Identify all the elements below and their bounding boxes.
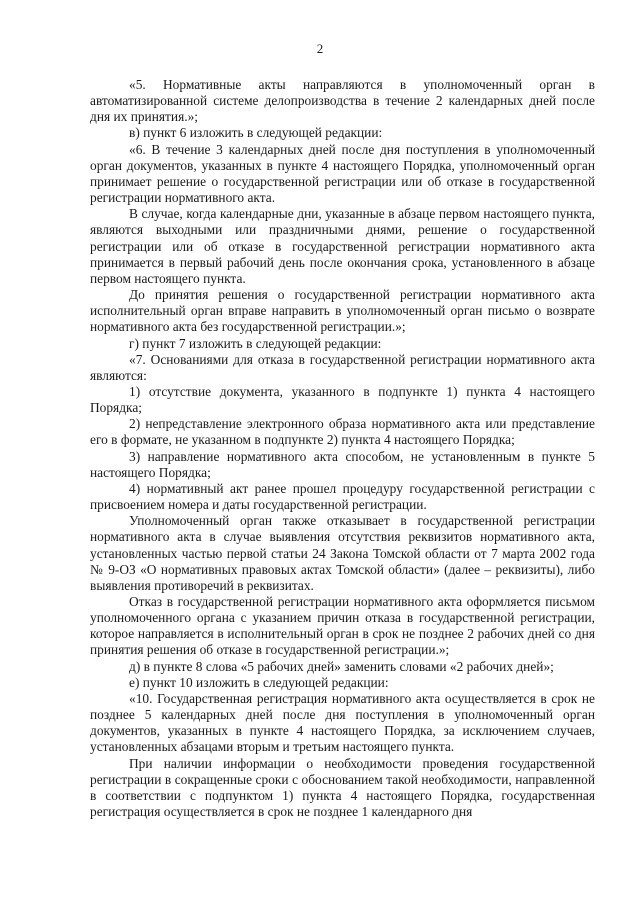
paragraph: «7. Основаниями для отказа в государственной регистрации нормативного акта являются: (90, 351, 595, 383)
document-body (90, 77, 595, 820)
paragraph: «10. Государственная регистрация нормативного акта осуществляется в срок не позднее 5 календарных дней после дня поступления в уполномоченный орган документов, указанных в пункте 4 настоящего Порядка, за исключением случаев, установленных абзацами вторым и третьим настоящего пункта. (90, 690, 595, 755)
paragraph: До принятия решения о государственной регистрации нормативного акта исполнительный орган вправе направить в уполномоченный орган письмо о возврате нормативного акта без государственной регистрации.»; (90, 287, 595, 335)
paragraph: Уполномоченный орган также отказывает в государственной регистрации нормативного акта в случае выявления отсутствия реквизитов нормативного акта, установленных частью первой статьи 24 Закона Томской области от 7 марта 2002 года № 9-ОЗ «О нормативных правовых актах Томской области» (далее – реквизиты), либо выявления противоречий в реквизитах. (90, 513, 595, 593)
paragraph: В случае, когда календарные дни, указанные в абзаце первом настоящего пункта, являются выходными или праздничными днями, решение о государственной регистрации или об отказе в государственной регистрации нормативного акта принимается в первый рабочий день после окончания срока, установленного в абзаце первом настоящего пункта. (90, 206, 595, 286)
page-number: 2 (316, 41, 324, 56)
paragraph: 4) нормативный акт ранее прошел процедуру государственной регистрации с присвоением номера и даты государственной регистрации. (90, 480, 595, 513)
paragraph: При наличии информации о необходимости проведения государственной регистрации в сокращенные сроки с обоснованием такой необходимости, направленной в соответствии с подпунктом 1) пункта 4 настоящего Порядка, государственная регистрация осуществляется в срок не позднее 1 календарного дня (90, 755, 595, 820)
paragraph: д) в пункте 8 слова «5 рабочих дней» заменить словами «2 рабочих дней»; (129, 658, 554, 674)
paragraph: в) пункт 6 изложить в следующей редакции: (129, 125, 383, 141)
paragraph: 3) направление нормативного акта способом, не установленным в пункте 5 настоящего Порядка; (90, 448, 595, 480)
paragraph: «5. Нормативные акты направляются в уполномоченный орган в автоматизированной системе делопроизводства в течение 2 календарных дней после дня их принятия.»; (90, 77, 595, 125)
paragraph: е) пункт 10 изложить в следующей редакции: (129, 674, 389, 690)
paragraph: «6. В течение 3 календарных дней после дня поступления в уполномоченный орган документов, указанных в пункте 4 настоящего Порядка, уполномоченный орган принимает решение о государственной регистрации или об отказе в государственной регистрации нормативного акта. (90, 141, 595, 206)
paragraph: Отказ в государственной регистрации нормативного акта оформляется письмом уполномоченного органа с указанием причин отказа в государственной регистрации, которое направляется в исполнительный орган в срок не позднее 2 рабочих дней со дня принятия решения об отказе в государственной регистрации.»; (90, 594, 595, 658)
paragraph: г) пункт 7 изложить в следующей редакции: (129, 335, 382, 351)
paragraph: 1) отсутствие документа, указанного в подпункте 1) пункта 4 настоящего Порядка; (90, 383, 595, 416)
paragraph: 2) непредставление электронного образа нормативного акта или представление его в формате, не указанном в подпункте 2) пункта 4 настоящего Порядка; (90, 416, 595, 448)
